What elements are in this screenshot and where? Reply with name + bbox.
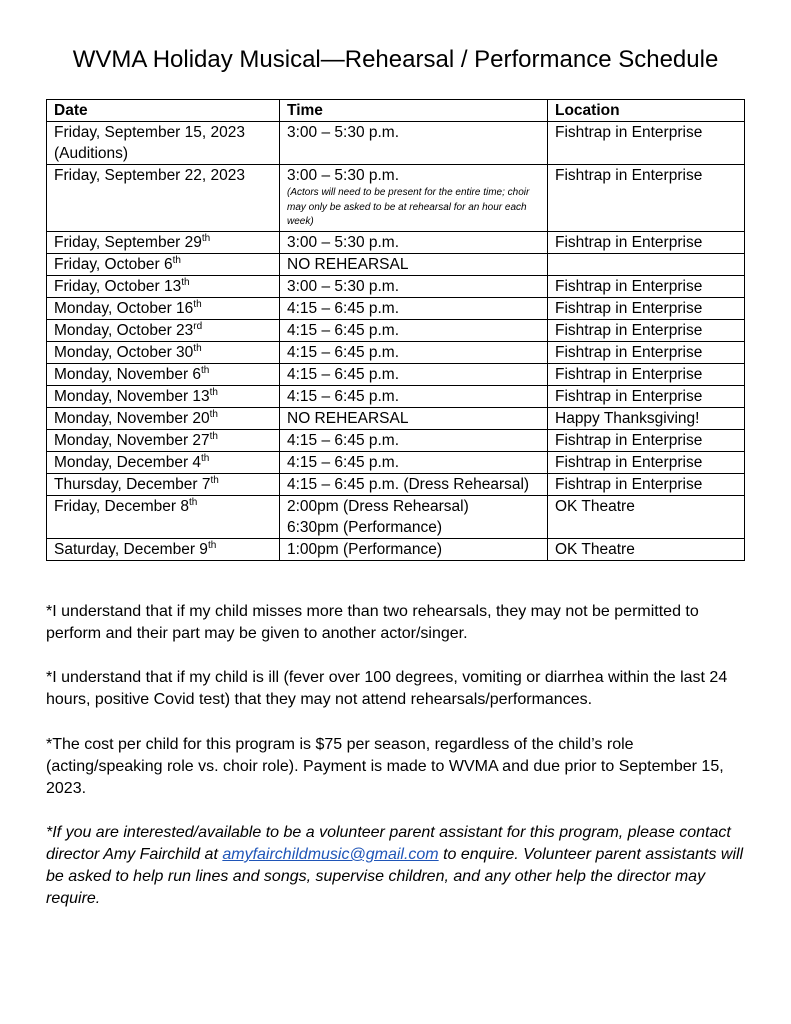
date-suffix: rd [193, 320, 203, 332]
location-cell: Fishtrap in Enterprise [548, 473, 745, 495]
time-cell: 3:00 – 5:30 p.m. [280, 231, 548, 253]
location-cell: Fishtrap in Enterprise [548, 319, 745, 341]
date-cell [47, 363, 280, 385]
date-suffix: th [201, 364, 210, 376]
time-cell: 4:15 – 6:45 p.m. [280, 429, 548, 451]
location-cell: Fishtrap in Enterprise [548, 341, 745, 363]
table-row [47, 385, 745, 407]
date-text: Monday, November 27 [54, 431, 210, 449]
date-suffix: th [172, 254, 181, 266]
location-cell: Happy Thanksgiving! [548, 407, 745, 429]
volunteer-text-end: to enquire. Volunteer parent assistants will be asked to help run lines and songs, supervise children, and any other help the director may require. [46, 846, 744, 907]
cost-note: *The cost per child for this program is $75 per season, regardless of the child’s role (acting/speaking role vs. choir role). Payment is made to WVMA and due prior to September 15, 2023. [46, 736, 724, 797]
table-row [47, 253, 745, 275]
date-text: Monday, October 16 [54, 299, 194, 317]
date-text: Friday, September 15, 2023 [54, 124, 245, 141]
location-cell: OK Theatre [548, 538, 745, 560]
schedule-table [46, 99, 745, 561]
date-cell [47, 297, 280, 319]
email-link[interactable]: amyfairchildmusic@gmail.com [222, 846, 439, 863]
date-suffix: th [209, 430, 218, 442]
header-time: Time [280, 100, 548, 122]
date-text: Saturday, December 9 [54, 540, 208, 558]
page-title: WVMA Holiday Musical—Rehearsal / Performance Schedule [72, 46, 719, 73]
time-cell: NO REHEARSAL [280, 407, 548, 429]
table-row [47, 297, 745, 319]
time-note: (Actors will need to be present for the entire time; choir may only be asked to be at rehearsal for an hour each week) [287, 187, 530, 227]
date-suffix: th [201, 232, 211, 244]
table-row [47, 275, 745, 297]
table-row [47, 495, 745, 538]
date-text: Monday, October 23 [54, 321, 194, 339]
date-text: Thursday, December 7 [54, 475, 211, 493]
date-cell [47, 495, 280, 538]
location-cell: Fishtrap in Enterprise [548, 275, 745, 297]
table-row [47, 165, 745, 232]
location-cell: Fishtrap in Enterprise [548, 122, 745, 165]
absences-note: *I understand that if my child misses more than two rehearsals, they may not be permitted to perform and their part may be given to another actor/singer. [46, 603, 699, 642]
table-row [47, 538, 745, 560]
date-text: Friday, September 29 [54, 233, 202, 251]
date-text: Friday, October 13 [54, 277, 182, 295]
date-cell [47, 451, 280, 473]
table-header-row [47, 100, 745, 122]
time-cell: 3:00 – 5:30 p.m. [280, 122, 548, 165]
table-row [47, 363, 745, 385]
illness-note: *I understand that if my child is ill (fever over 100 degrees, vomiting or diarrhea within the last 24 hours, positive Covid test) that they may not attend rehearsals/performances. [46, 669, 728, 708]
date-text: Monday, December 4 [54, 453, 202, 471]
time-cell: 3:00 – 5:30 p.m. [280, 275, 548, 297]
date-cell [47, 385, 280, 407]
time-cell [280, 495, 548, 538]
table-row [47, 231, 745, 253]
date-text: Monday, November 20 [54, 409, 210, 427]
date-text: Friday, December 8 [54, 497, 189, 515]
date-cell [47, 429, 280, 451]
time-cell: 4:15 – 6:45 p.m. [280, 341, 548, 363]
date-note: (Auditions) [54, 145, 129, 162]
time-cell: 4:15 – 6:45 p.m. [280, 451, 548, 473]
table-row [47, 451, 745, 473]
table-row [47, 122, 745, 165]
location-cell: Fishtrap in Enterprise [548, 451, 745, 473]
date-cell [47, 275, 280, 297]
date-cell [47, 122, 280, 165]
date-cell: Friday, September 22, 2023 [47, 165, 280, 232]
header-location: Location [548, 100, 745, 122]
location-cell: OK Theatre [548, 495, 745, 538]
date-cell [47, 319, 280, 341]
date-suffix: th [210, 474, 219, 486]
time-cell: 4:15 – 6:45 p.m. [280, 363, 548, 385]
date-cell [47, 231, 280, 253]
date-text: Friday, October 6 [54, 255, 173, 273]
date-suffix: th [181, 276, 190, 288]
date-suffix: th [209, 408, 218, 420]
time-text: 3:00 – 5:30 p.m. [287, 167, 400, 184]
date-suffix: th [193, 298, 202, 310]
location-cell: Fishtrap in Enterprise [548, 297, 745, 319]
time-cell: 4:15 – 6:45 p.m. (Dress Rehearsal) [280, 473, 548, 495]
location-cell: Fishtrap in Enterprise [548, 231, 745, 253]
date-cell [47, 253, 280, 275]
location-cell: Fishtrap in Enterprise [548, 165, 745, 232]
location-cell [548, 253, 745, 275]
time-cell: NO REHEARSAL [280, 253, 548, 275]
table-row [47, 407, 745, 429]
volunteer-text: *If you are interested/available to be a volunteer parent assistant for this program, please contact director Amy Fairchild at [46, 824, 731, 863]
date-cell [47, 407, 280, 429]
date-cell [47, 341, 280, 363]
time-cell: 4:15 – 6:45 p.m. [280, 385, 548, 407]
location-cell: Fishtrap in Enterprise [548, 385, 745, 407]
date-suffix: th [201, 452, 210, 464]
date-suffix: th [188, 496, 198, 508]
table-row [47, 341, 745, 363]
date-suffix: th [207, 539, 217, 551]
location-cell: Fishtrap in Enterprise [548, 429, 745, 451]
date-suffix: th [193, 342, 202, 354]
header-date: Date [47, 100, 280, 122]
date-text: Monday, November 6 [54, 365, 202, 383]
volunteer-note [46, 822, 746, 910]
time-cell: 4:15 – 6:45 p.m. [280, 297, 548, 319]
date-cell [47, 538, 280, 560]
date-suffix: th [209, 386, 218, 398]
time-cell: 4:15 – 6:45 p.m. [280, 319, 548, 341]
table-row [47, 319, 745, 341]
time-text-line2: 6:30pm (Performance) [287, 518, 443, 536]
date-text: Monday, October 30 [54, 343, 194, 361]
time-cell: 1:00pm (Performance) [280, 538, 548, 560]
time-text: 2:00pm (Dress Rehearsal) [287, 497, 469, 515]
time-cell [280, 165, 548, 232]
date-cell [47, 473, 280, 495]
table-row [47, 473, 745, 495]
location-cell: Fishtrap in Enterprise [548, 363, 745, 385]
date-text: Monday, November 13 [54, 387, 210, 405]
table-row [47, 429, 745, 451]
